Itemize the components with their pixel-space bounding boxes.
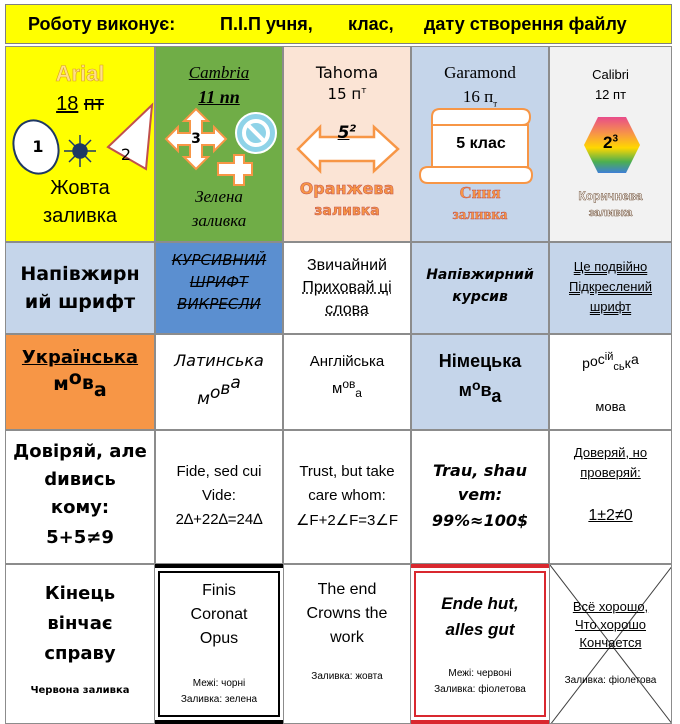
proverb-eng-3: ∠F+2∠F=3∠F [295,512,399,529]
underline-line-3: шрифт [589,299,632,314]
hexagon-label: $2^3$ [602,133,619,152]
german-mova: $м^ова$ [458,377,502,406]
english-mova: $м^{ов}_а$ [332,377,362,400]
proverb-lat-2: Vide: [202,487,236,504]
latin-line-1: Латинська [174,351,264,370]
ending-eng-3: work [330,629,364,646]
cell-russian [549,334,672,430]
proverb-lat-1: Fide, sed cui [176,463,262,480]
title-part-4: дату створення файлу [424,14,627,34]
cell-ending-ger [411,564,549,724]
bold-line-1: Напівжирн [20,263,140,285]
proverb-ukr-2: dивись [44,469,116,490]
english-line-1: Англійська [309,353,385,370]
font-name-garamond: Garamond [444,63,516,82]
cell-ending-ukr [5,564,155,724]
regular-line-3: слова [325,301,369,318]
cell-garamond [411,46,549,242]
ending-eng-note: Заливка: жовта [311,671,383,682]
fill-brown-2: заливка [588,207,633,219]
proverb-ukr-1: Довіряй, але [13,441,147,462]
ending-eng-2: Crowns the [306,605,388,622]
fill-blue-2: заливка [452,207,508,223]
ending-ukr-3: справу [44,643,116,664]
font-name-arial: Arial [55,61,105,86]
ending-lat-1: Finis [202,582,236,599]
proverb-ukr-4: 5+5≠9 [46,527,114,548]
fill-brown-1: Коричнева [578,189,643,203]
ending-rus-1: Всё хорошо, [572,599,649,614]
cell-bold-italic [411,242,549,334]
ukrainian-mova: мова [53,367,107,401]
cell-english [283,334,411,430]
ukrainian-line-1: Українська [21,347,139,368]
cell-proverb-lat [155,430,283,564]
cell-proverb-ger [411,430,549,564]
cell-ending-rus [549,564,672,724]
proverb-rus-1: Доверяй, но [573,445,648,460]
ending-ger-2: alles gut [445,620,515,639]
fill-green-1: Зелена [195,187,243,206]
fill-green-2: заливка [191,211,247,230]
regular-line-1: Звичайний [307,257,387,274]
ending-ukr-note: Червона заливка [30,685,130,696]
proverb-ukr-3: кому: [50,497,110,518]
tahoma-shapes [284,47,411,177]
proverb-eng-1: Trust, but take [299,463,395,480]
no-symbol-icon [236,113,276,153]
cell-double-underline [549,242,672,334]
cell-latin [155,334,283,430]
font-size-cambria: 11 пп [198,87,240,107]
ending-lat-note-2: Заливка: зелена [180,694,258,705]
strike-line-2: ШРИФТ [189,273,249,291]
ending-lat-note-1: Межі: чорні [192,678,246,689]
fill-yellow-1: Жовта [50,177,110,199]
font-size-arial: 18 пт [56,93,104,115]
bold-italic-line-2: курсив [452,289,508,305]
sun-icon [64,135,96,167]
font-size-tahoma: 15 $п^т$ [327,85,367,103]
proverb-lat-3: 2∆+22∆=24∆ [175,511,263,528]
ending-ukr-1: Кінець [44,583,116,604]
arrow-label: 3 [191,131,201,147]
title-part-2: П.І.П учня, [220,14,313,34]
strike-line-1: КУРСИВНИЙ [171,251,267,269]
scroll-label: 5 клас [456,135,506,152]
ending-rus-note: Заливка: фіолетова [564,675,657,686]
cell-calibri [549,46,672,242]
font-size-garamond: 16 $п_т$ [462,87,498,109]
font-size-calibri: 12 пт [594,87,627,102]
latin-mova: мова [197,373,241,409]
proverb-rus-2: проверяй: [580,465,641,480]
cell-ending-eng [283,564,411,724]
ending-ger-1: Ende hut, [441,594,519,613]
garamond-shapes [412,47,549,187]
cell-arial [5,46,155,242]
red-border-inner [414,571,546,717]
title-part-1: Роботу виконує: [28,14,176,34]
calibri-shapes [550,47,672,187]
ending-rus-3: Кончается [579,635,642,650]
ending-lat-3: Opus [199,630,239,647]
russian-rosiyska: рос$^{ій}_{сь}$ка [582,351,639,373]
ending-ukr-2: вінчає [47,613,113,634]
cell-proverb-eng [283,430,411,564]
font-name-tahoma: Tahoma [315,63,379,82]
cell-cambria [155,46,283,242]
cell-ukrainian [5,334,155,430]
triangle-label: 2 [120,145,132,164]
cell-german [411,334,549,430]
cell-proverb-ukr [5,430,155,564]
ending-ger-note-1: Межі: червоні [448,668,512,679]
proverb-ger-2: vem: [457,485,503,504]
cell-proverb-rus [549,430,672,564]
cell-italic-strike [155,242,283,334]
bold-line-2: ий шрифт [24,291,136,313]
strike-line-3: ВИКРЕСЛИ [177,295,261,313]
fill-blue-1: Синя [459,183,501,202]
russian-mova: мова [595,399,626,414]
proverb-ger-1: Trau, shau [433,461,527,480]
arrow-label-tahoma: $5^2$ [337,123,357,143]
fill-orange-2: заливка [314,203,380,219]
font-name-cambria: Cambria [188,63,250,82]
ending-rus-2: Что хорошо [574,617,647,632]
font-table [0,46,680,724]
ending-eng-1: The end [317,581,377,598]
underline-line-2: Підкреслений [569,279,652,294]
font-name-calibri: Calibri [592,67,629,82]
underline-line-1: Це подвійно [573,259,648,274]
proverb-eng-2: care whom: [308,487,386,504]
cell-bold [5,242,155,334]
fill-yellow-2: заливка [42,205,118,227]
title-bar [5,4,672,44]
plus-shape [218,155,252,185]
cell-ending-lat [155,564,283,724]
bold-italic-line-1: Напівжирний [426,267,534,283]
cell-regular [283,242,411,334]
cambria-shapes [156,47,283,187]
ending-ger-note-2: Заливка: фіолетова [434,684,526,695]
proverb-rus-3: 1±2≠0 [588,507,633,524]
regular-line-2: Приховай ці [302,279,392,296]
proverb-ger-3: 99%≈100$ [431,511,529,530]
german-line-1: Німецька [438,351,522,371]
fill-orange-1: Оранжева [299,179,395,198]
title-part-3: клас, [348,14,394,34]
ellipse-label: 1 [32,137,44,156]
cell-tahoma [283,46,411,242]
ending-lat-2: Coronat [190,606,248,623]
